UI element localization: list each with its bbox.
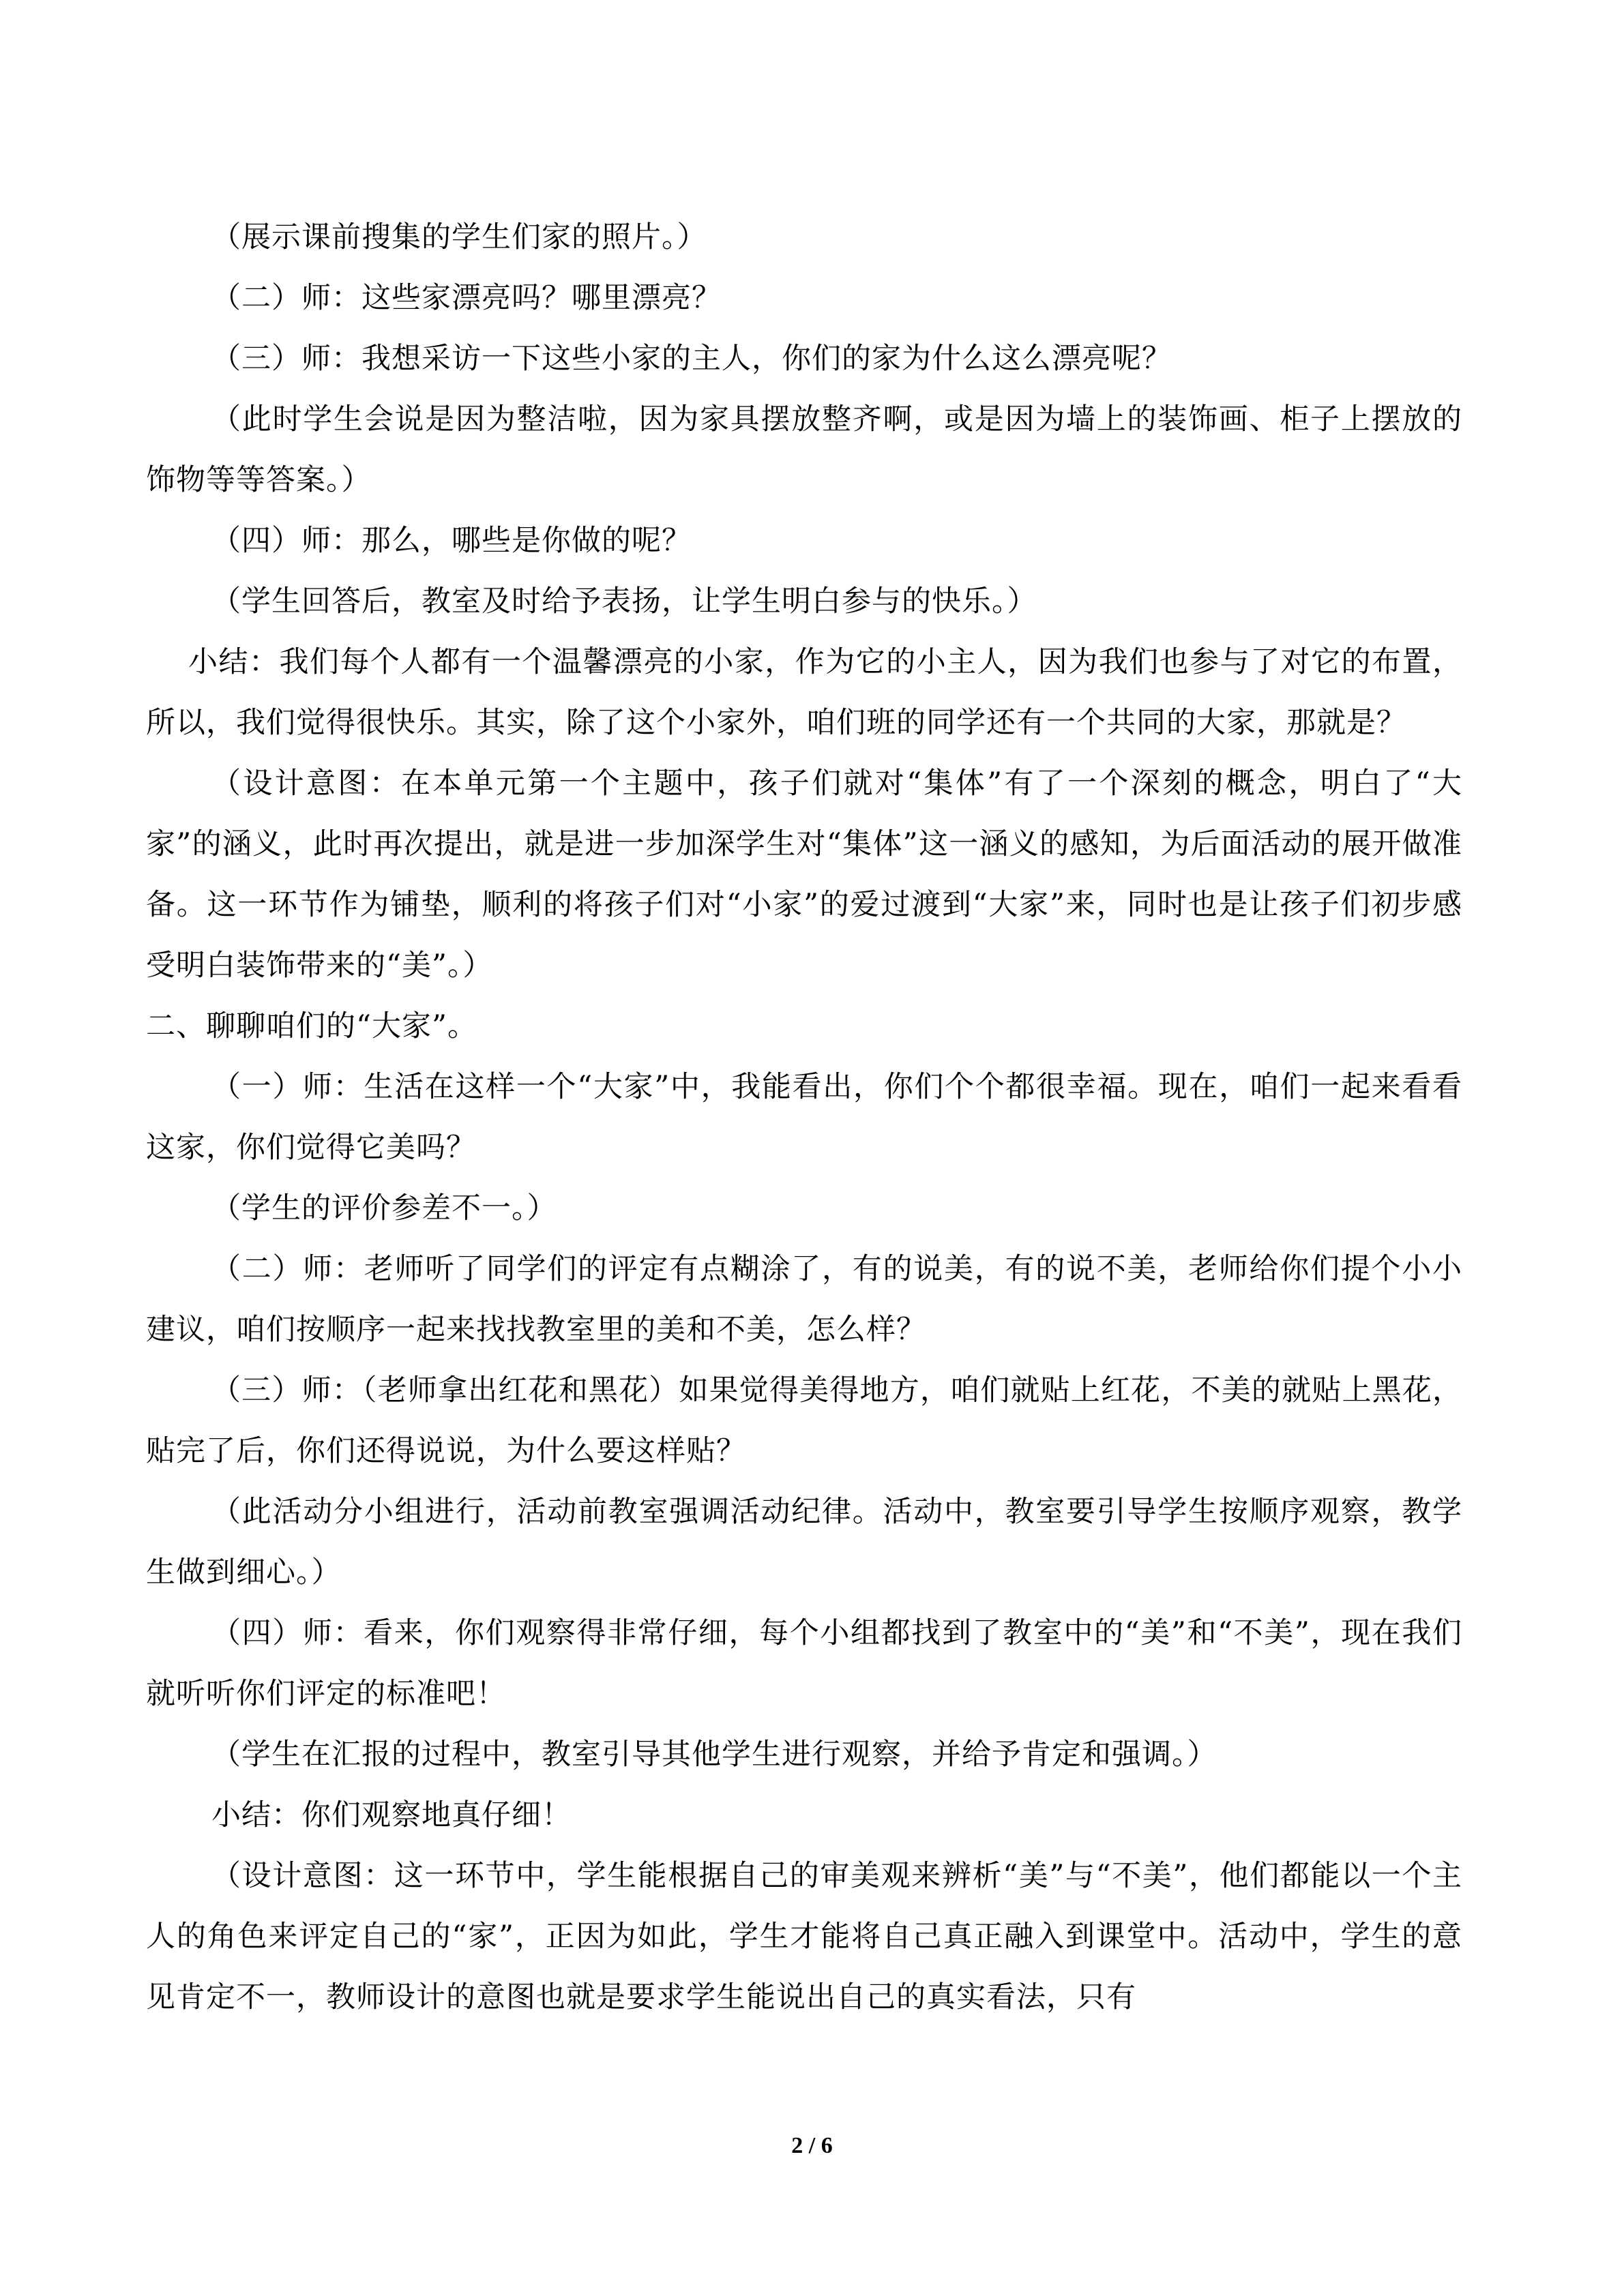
summary-paragraph: 小结：你们观察地真仔细！ — [211, 1798, 572, 1832]
paragraph: （二）师：这些家漂亮吗？哪里漂亮？ — [211, 281, 722, 315]
paragraph: （四）师：看来，你们观察得非常仔细，每个小组都找到了教室中的“美”和“不美”，现在我们就听听你们评定的标准吧！ — [146, 1616, 1462, 1711]
design-intent-paragraph: （设计意图：这一环节中，学生能根据自己的审美观来辨析“美”与“不美”，他们都能以一个主人的角色来评定自己的“家”，正因为如此，学生才能将自己真正融入到课堂中。活动中，学生的意见肯定不一，教师设计的意图也就是要求学生能说出自己的真实看法，只有 — [146, 1859, 1462, 2014]
paragraph: （一）师：生活在这样一个“大家”中，我能看出，你们个个都很幸福。现在，咱们一起来看看这家，你们觉得它美吗？ — [146, 1070, 1462, 1165]
summary-paragraph: 小结：我们每个人都有一个温馨漂亮的小家，作为它的小主人，因为我们也参与了对它的布置，所以，我们觉得很快乐。其实，除了这个小家外，咱们班的同学还有一个共同的大家，那就是？ — [146, 645, 1462, 740]
paragraph: （此活动分小组进行，活动前教室强调活动纪律。活动中，教室要引导学生按顺序观察，教学生做到细心。） — [146, 1495, 1462, 1590]
paragraph: （四）师：那么，哪些是你做的呢？ — [211, 524, 692, 558]
paragraph: （学生的评价参差不一。） — [211, 1191, 557, 1225]
paragraph: （三）师：我想采访一下这些小家的主人，你们的家为什么这么漂亮呢？ — [211, 342, 1172, 376]
paragraph: （学生回答后，教室及时给予表扬，让学生明白参与的快乐。） — [211, 584, 1037, 618]
paragraph: （此时学生会说是因为整洁啦，因为家具摆放整齐啊，或是因为墙上的装饰画、柜子上摆放的饰物等等答案。） — [146, 402, 1462, 497]
paragraph: （展示课前搜集的学生们家的照片。） — [211, 220, 707, 254]
section-heading: 二、聊聊咱们的“大家”。 — [146, 1009, 477, 1043]
paragraph: （学生在汇报的过程中，教室引导其他学生进行观察，并给予肯定和强调。） — [211, 1738, 1217, 1772]
design-intent-paragraph: （设计意图：在本单元第一个主题中，孩子们就对“集体”有了一个深刻的概念，明白了“大家”的涵义，此时再次提出，就是进一步加深学生对“集体”这一涵义的感知，为后面活动的展开做准备。这一环节作为铺垫，顺利的将孩子们对“小家”的爱过渡到“大家”来，同时也是让孩子们初步感受明白装饰带来的“美”。） — [146, 766, 1462, 983]
paragraph: （三）师：（老师拿出红花和黑花）如果觉得美得地方，咱们就贴上红花，不美的就贴上黑花，贴完了后，你们还得说说，为什么要这样贴？ — [146, 1373, 1462, 1468]
page-number: 2 / 6 — [791, 2133, 833, 2158]
paragraph: （二）师：老师听了同学们的评定有点糊涂了，有的说美，有的说不美，老师给你们提个小小建议，咱们按顺序一起来找找教室里的美和不美，怎么样？ — [146, 1252, 1462, 1347]
document-body — [146, 207, 1462, 2028]
